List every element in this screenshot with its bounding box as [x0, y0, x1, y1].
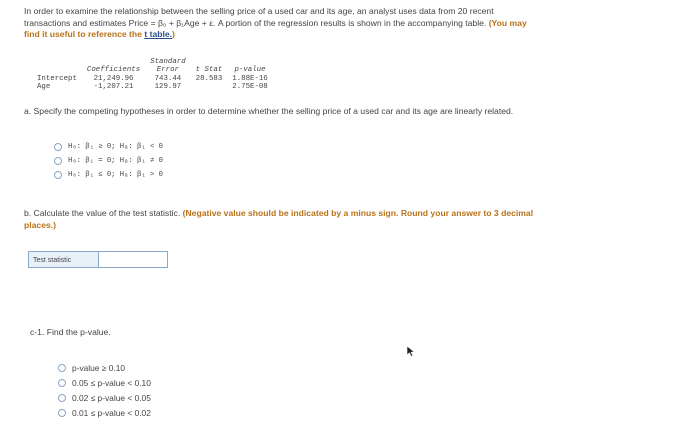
radio-button[interactable] [58, 409, 66, 417]
table-header-row [32, 66, 273, 74]
radio-button[interactable] [58, 394, 66, 402]
table-cell: 1.88E-16 [232, 74, 268, 83]
mouse-cursor-icon [406, 345, 416, 357]
hypothesis-option[interactable] [54, 140, 163, 154]
intro-line-3-post: ) [172, 29, 175, 39]
header-top-cell [82, 58, 145, 66]
t-table-link[interactable]: t table. [144, 29, 173, 39]
option-label: 0.05 ≤ p-value < 0.10 [72, 377, 151, 388]
intro-highlight: (You may [488, 17, 527, 28]
table-header-top-row [32, 58, 273, 66]
test-statistic-answer [28, 251, 168, 268]
table-cell: -1,207.21 [93, 83, 134, 92]
regression-table [32, 58, 273, 92]
option-label: 0.01 ≤ p-value < 0.02 [72, 407, 151, 418]
table-cell: 129.97 [154, 83, 182, 92]
part-b-note-1: (Negative value should be indicated by a minus sign. Round your answer to 3 decimal [182, 208, 534, 218]
intro-line-2 [24, 18, 674, 30]
intro-line-1: In order to examine the relationship between the selling price of a used car and its age, an analyst uses data from 20 recent [24, 6, 494, 16]
part-b-text: b. Calculate the value of the test statistic. [24, 208, 181, 218]
header-top-cell: Standard [150, 58, 186, 66]
part-b-question [24, 208, 644, 231]
intro-line-3-pre: find it useful to reference the [24, 29, 145, 39]
test-statistic-input[interactable] [98, 251, 168, 268]
header-top-cell [227, 58, 272, 66]
table-cell: 28.583 [195, 74, 223, 83]
test-statistic-label: Test statistic [28, 251, 98, 268]
header-cell: Error [156, 66, 179, 75]
part-c1-options [58, 360, 151, 420]
radio-button[interactable] [54, 171, 62, 179]
table-cell: 2.75E-08 [232, 83, 268, 92]
part-c1-question: c-1. Find the p-value. [30, 327, 111, 337]
radio-button[interactable] [58, 364, 66, 372]
option-label: H₀: β₁ ≥ 0; Hₐ: β₁ < 0 [68, 143, 163, 151]
hypothesis-option[interactable] [54, 168, 163, 182]
option-label: 0.02 ≤ p-value < 0.05 [72, 392, 151, 403]
table-row [32, 75, 273, 83]
problem-intro [24, 6, 674, 41]
p-value-option[interactable] [58, 405, 151, 420]
option-label: H₀: β₁ = 0; Hₐ: β₁ ≠ 0 [68, 157, 163, 165]
header-top-cell [32, 58, 82, 66]
header-cell: Coefficients [86, 66, 141, 75]
intro-line-2-text: transactions and estimates Price = β₀ + β₁Age + ε. A portion of the regression results is shown in the accompanying table. [24, 17, 487, 28]
p-value-option[interactable] [58, 375, 151, 390]
header-cell [32, 66, 82, 74]
part-a-options [54, 140, 163, 182]
header-top-cell [191, 58, 228, 66]
part-b-note-2: places.) [24, 219, 57, 230]
table-cell: 743.44 [154, 74, 182, 83]
option-label: H₀: β₁ ≤ 0; Hₐ: β₁ > 0 [68, 171, 163, 179]
radio-button[interactable] [54, 143, 62, 151]
table-cell: Age [37, 83, 51, 92]
hypothesis-option[interactable] [54, 154, 163, 168]
option-label: p-value ≥ 0.10 [72, 362, 126, 373]
part-a-question: a. Specify the competing hypotheses in order to determine whether the selling price of a used car and its age are linearly related. [24, 106, 514, 116]
header-cell: t Stat [195, 66, 223, 75]
intro-line-3 [24, 29, 674, 41]
table-cell: 21,249.96 [93, 74, 134, 83]
part-b-line-1 [24, 208, 644, 220]
table-row [32, 83, 273, 91]
table-cell [191, 83, 228, 91]
radio-button[interactable] [54, 157, 62, 165]
radio-button[interactable] [58, 379, 66, 387]
p-value-option[interactable] [58, 360, 151, 375]
header-cell: p-value [234, 66, 266, 75]
p-value-option[interactable] [58, 390, 151, 405]
table-cell: Intercept [37, 74, 77, 83]
